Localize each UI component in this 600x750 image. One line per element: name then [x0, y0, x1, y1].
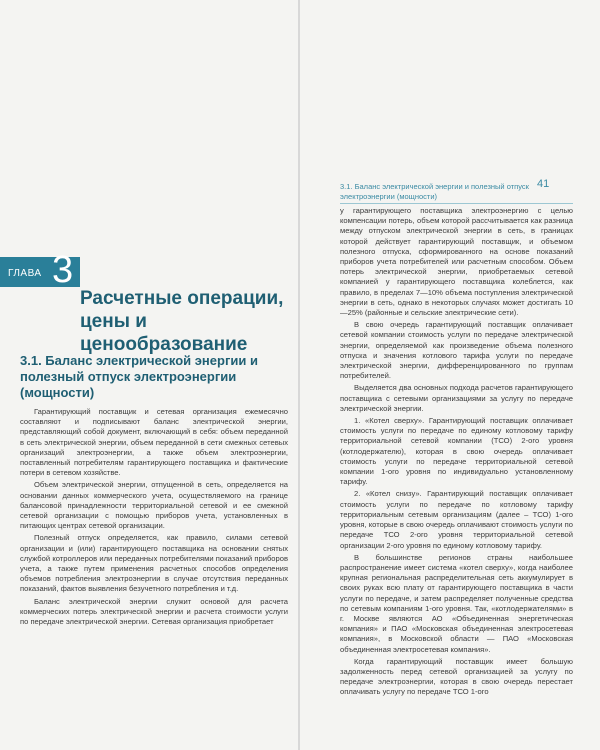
paragraph: у гарантирующего поставщика электроэнергию с целью компенсации потерь, объем которой рассчитывается как разница между отпуском электрической энергии в сеть, в границах которой действует гарантирующий поставщик, и объемом полезного отпуска, сформированного на основе показаний приборов учета потребителей или расчетным способом. Объем потерь электрической энергии, приобретаемых сетевой компанией у гарантирующего поставщика колеблется, как правило, в пределах 7—10% объема поступления электрической энергии в сеть, однако в некоторых случаях может достигать 10—25% (районные и сельские электрические сети).: [340, 206, 573, 318]
paragraph: В свою очередь гарантирующий поставщик оплачивает сетевой компании стоимость услуги по передаче электрической энергии, определяемой как произведение объема полезного отпуска и значения котлового тарифа услуги по передаче электрической энергии, дифференцированного по группам потребителей.: [340, 320, 573, 381]
paragraph: Гарантирующий поставщик и сетевая организация ежемесячно составляют и подписывают баланс электрической энергии, представляющий собой документ, включающий в себя: объем переданной в сеть электрической энергии, объем переданной в сети смежных сетевых организаций электроэнергии, а также объем электроэнергии, поставленный потребителям гарантирующего поставщика и фактические потери в сетевом хозяйстве.: [20, 407, 288, 478]
book-spine: [298, 0, 300, 750]
paragraph: Полезный отпуск определяется, как правило, силами сетевой организации и (или) гарантирующего поставщика на основании снятых службой котроллеров или переданных потребителями показаний приборов учета, а также путем применения расчетных способов определения объемов потребления электроэнергии в случае отсутствия переданных показаний, фактов выявления безучетного потребления и т.д.: [20, 533, 288, 594]
chapter-label: ГЛАВА: [8, 268, 42, 279]
right-body-text: [340, 206, 573, 700]
running-head-rule: [340, 203, 573, 204]
paragraph: 1. «Котел сверху». Гарантирующий поставщик оплачивает стоимость услуги по передаче по единому котловому тарифу территориальной сетевой компании (ТСО) 2-ого уровня (котлодержателю), которая в свою очередь оплачивает стоимость услуги по передаче территориальной сетевой компании 1-ого уровня по индивидуально установленному тарифу.: [340, 416, 573, 487]
paragraph: Баланс электрической энергии служит основой для расчета коммерческих потерь электрической энергии и расчета стоимости услуги по передаче электрической энергии. Сетевая организация приобретает: [20, 596, 288, 627]
paragraph: Объем электрической энергии, отпущенной в сеть, определяется на основании данных коммерческого учета, осуществляемого на границе балансовой принадлежности территориальной сетевой и ее смежной сетевой организации с помощью приборов учета, установленных в питающих центрах сетевой организации.: [20, 480, 288, 531]
page-number: 41: [537, 178, 550, 190]
paragraph: Когда гарантирующий поставщик имеет большую задолженность перед сетевой организацией за услугу по передаче электроэнергии, которая в свою очередь перестает оплачивать услугу по передаче ТСО 1-ого: [340, 656, 573, 697]
chapter-number: 3: [52, 249, 74, 291]
left-body-text: [20, 407, 288, 629]
paragraph: Выделяется два основных подхода расчетов гарантирующего поставщика с сетевыми организациями за услугу по передаче электрической энергии.: [340, 383, 573, 413]
paragraph: В большинстве регионов страны наибольшее распространение имеет система «котел сверху», когда наиболее крупная региональная распределительная сеть аккумулирует в своих руках всю плату от гарантирующего поставщика в части услуги по передаче, и затем распределяет полученные средства по сетевым компаниям 1-ого уровня. Так, «котлодержателями» в г. Москве являются АО «Объединенная энергетическая компания» и ПАО «Московская объединенная электросетевая компания», в Московской области — ПАО «Московская объединенная электросетевая компания».: [340, 552, 573, 654]
chapter-title: Расчетные операции, цены и ценообразование: [80, 288, 284, 355]
paragraph: 2. «Котел снизу». Гарантирующий поставщик оплачивает стоимость услуги по передаче по котловому тарифу территориальным сетевым организациям (далее – ТСО) 1-ого уровня, которые в свою очередь оплачивают стоимость услуги по передаче ТСО 2-ого уровня территориальной сетевой организации 2-ого уровня по единому котловому тарифу.: [340, 489, 573, 550]
section-title: 3.1. Баланс электрической энергии и полезный отпуск электроэнергии (мощности): [20, 353, 258, 400]
running-head: 3.1. Баланс электрической энергии и полезный отпуск электроэнергии (мощности): [340, 182, 529, 201]
